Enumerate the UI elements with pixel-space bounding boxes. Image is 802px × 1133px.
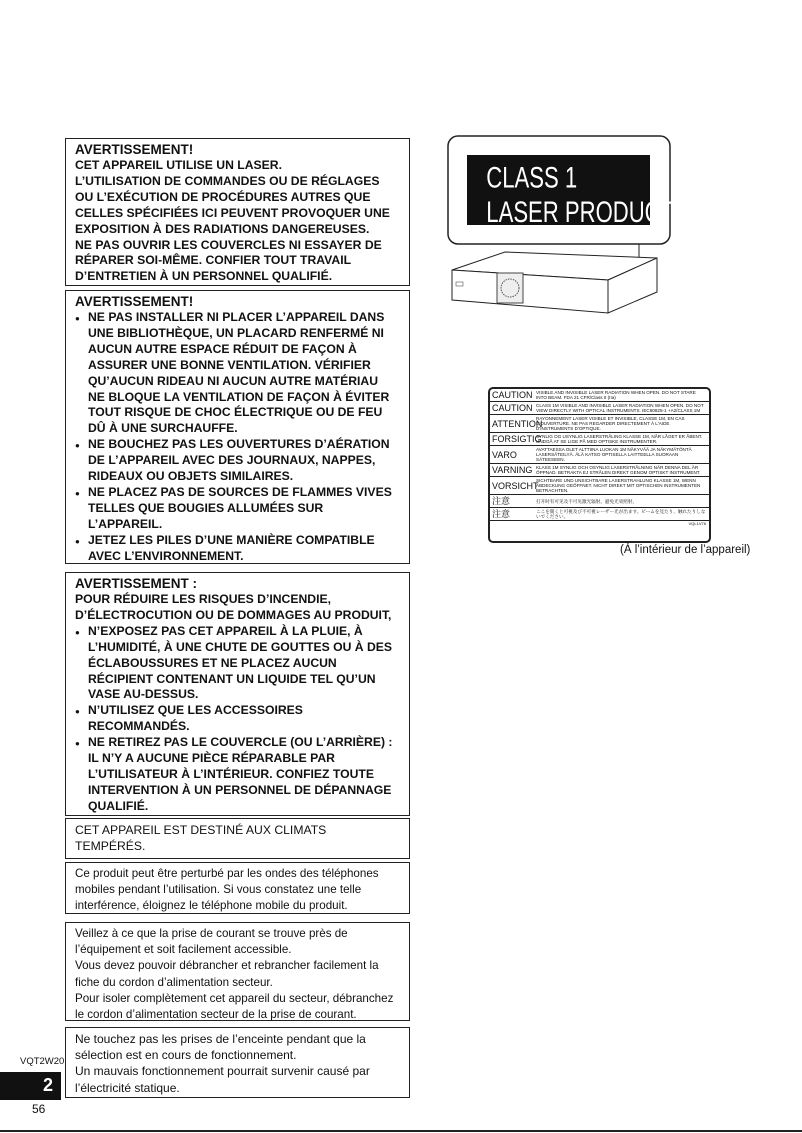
caution-label-row	[490, 508, 709, 521]
text-line: IL N’Y A AUCUNE PIÈCE RÉPARABLE PAR	[88, 751, 335, 766]
static-note-box	[65, 1027, 410, 1098]
text-line: TOUT RISQUE DE CHOC ÉLECTRIQUE OU DE FEU	[88, 405, 383, 420]
text-line: EXPOSITION À DES RADIATIONS DANGEREUSES.	[75, 221, 370, 236]
laser-caution-label	[488, 387, 711, 543]
text-line: D’ENTRETIEN À UN PERSONNEL QUALIFIÉ.	[75, 269, 333, 284]
caution-label-text: CLASS 1M VISIBLE AND INVISIBLE LASER RADIATION WHEN OPEN. DO NOT VIEW DIRECTLY WITH OPTICAL INSTRUMENTS. IEC60825-1 +A2/CLASS 1M	[536, 403, 704, 413]
text-line: CELLES SPÉCIFIÉES ICI PEUVENT PROVOQUER UNE	[75, 205, 390, 220]
warning-ventilation-box	[65, 290, 410, 564]
caution-label-code: VQL1V76	[688, 521, 706, 526]
caution-label-row	[490, 464, 709, 477]
caution-label-row	[490, 415, 709, 433]
caution-label-key: VARO	[492, 449, 517, 460]
text-line: Pour isoler complètement cet appareil du secteur, débranchez	[75, 991, 394, 1005]
text-line: RÉCIPIENT CONTENANT UN LIQUIDE TEL QU’UN	[88, 671, 376, 686]
bullet-item: ● N’EXPOSEZ PAS CET APPAREIL À LA PLUIE, À	[75, 624, 401, 640]
page-number: 56	[32, 1102, 46, 1116]
text-line: L’UTILISATION DE COMMANDES OU DE RÉGLAGES	[75, 173, 380, 188]
text-line: AUCUN AUTRE ESPACE RÉDUIT DE FAÇON À	[88, 341, 357, 356]
text-line: Ce produit peut être perturbé par les ondes des téléphones	[75, 867, 379, 880]
text-line: Vous devez pouvoir débrancher et rebrancher facilement la	[75, 959, 379, 973]
text-line: RECOMMANDÉS.	[88, 719, 190, 734]
caution-label-key: FORSIGTIG	[492, 434, 542, 444]
text-line: ÉCLABOUSSURES ET NE PLACEZ AUCUN	[88, 655, 337, 670]
caution-label-text: SYNLIG OG USYNLIG LASERSTRÅLING KLASSE 1M, NÅR LÅGET ER ÅBENT. UNDGÅ AT SE LIGE PÅ MED OPTISKE INSTRUMENTER.	[536, 434, 703, 444]
text-line: ASSURER UNE BONNE VENTILATION. VÉRIFIER	[88, 357, 371, 372]
caution-label-row	[490, 477, 709, 495]
climate-note-box	[65, 818, 410, 859]
text-line: L’HUMIDITÉ, À UNE CHUTE DE GOUTTES OU À DES	[88, 639, 393, 654]
power-outlet-note-box	[65, 922, 410, 1021]
text-line: TEMPÉRÉS.	[75, 839, 146, 854]
text-line: TELLES QUE BOUGIES ALLUMÉES SUR	[88, 500, 324, 515]
caution-label-row	[490, 446, 709, 464]
text-line: NE PAS OUVRIR LES COUVERCLES NI ESSAYER DE	[75, 237, 382, 252]
text-line: RIDEAUX OU OBJETS SIMILAIRES.	[88, 469, 294, 484]
caution-label-text: SICHTBARE UND UNSICHTBARE LASERSTRAHLUNG KLASSE 1M, WENN ABDECKUNG GEÖFFNET. NICHT DIREKT MIT OPTISCHEN INSTRUMENTEN BETRACHTEN.	[536, 478, 701, 493]
page-tab: 2	[0, 1072, 61, 1100]
text-line: L’UTILISATEUR À L’INTÉRIEUR. CONFIEZ TOUTE	[88, 766, 374, 781]
warning-laser-box	[65, 138, 410, 286]
caution-label-key: ATTENTION	[492, 418, 543, 429]
warning-text	[75, 158, 401, 285]
mobile-phone-note-box	[65, 862, 410, 914]
caution-label-text: ここを開くと可視及び不可視レーザー光が出ます。ビームを見たり、触れたりしないでください。	[536, 509, 706, 519]
caution-label-row	[490, 389, 709, 402]
caution-label-key: 注意	[492, 509, 511, 519]
warning-fire-box	[65, 572, 410, 816]
caution-label-text: 打开时有可见及不可见激光辐射。避免光束照射。	[536, 498, 638, 504]
class-label-line1: CLASS 1	[486, 160, 578, 195]
text-line: CET APPAREIL UTILISE UN LASER.	[75, 158, 282, 172]
caution-label-text: AVATTAESSA OLET ALTTIINA LUOKAN 1M NÄKYVÄÄ JA NÄKYMÄTÖNTÄ LASERSÄTEILYÄ. ÄLÄ KATSO OPTISELLA LAITTEELLA SUORAAN SÄTEESEEN.	[536, 447, 692, 462]
caution-label-text: VISIBLE AND INVISIBLE LASER RADIATION WHEN OPEN. DO NOT STARE INTO BEAM. FDA 21 CFR/Class II (IIa)	[536, 390, 696, 400]
text-line: POUR RÉDUIRE LES RISQUES D’INCENDIE,	[75, 592, 331, 606]
bullet-item: ● NE PLACEZ PAS DE SOURCES DE FLAMMES VIVES	[75, 485, 401, 501]
bottom-rule	[0, 1130, 802, 1132]
text-line: l’électricité statique.	[75, 1080, 180, 1095]
text-line: INTERVENTION À UN PERSONNEL DE DÉPANNAGE	[88, 782, 392, 797]
text-line: D’ÉLECTROCUTION OU DE DOMMAGES AU PRODUIT,	[75, 607, 392, 622]
caution-label-key: VORSICHT	[492, 480, 539, 491]
label-caption: (À l’intérieur de l’appareil)	[620, 544, 751, 556]
caution-label-text: KLASS 1M SYNLIG OCH OSYNLIG LASERSTRÅLNING NÄR DENNA DEL ÄR ÖPPNAD. BETRAKTA EJ STRÅLEN DIREKT GENOM OPTISKT INSTRUMENT.	[536, 465, 701, 475]
warning-title: AVERTISSEMENT!	[75, 294, 194, 309]
caution-label-key: CAUTION	[492, 403, 533, 413]
text-line: QUALIFIÉ.	[88, 798, 149, 813]
text-line: RÉPARER SOI-MÊME. CONFIER TOUT TRAVAIL	[75, 253, 352, 268]
caution-label-row	[490, 495, 709, 508]
bullet-item: ● N’UTILISEZ QUE LES ACCESSOIRES	[75, 703, 401, 719]
caution-label-text: RAYONNEMENT LASER VISIBLE ET INVISIBLE, CLASSE 1M, EN CAS D'OUVERTURE. NE PAS REGARDER DIRECTEMENT À L'AIDE D'INSTRUMENTS D'OPTIQUE.	[536, 416, 685, 431]
text-line: DE L’APPAREIL AVEC DES JOURNAUX, NAPPES,	[88, 453, 376, 468]
text-line: Ne touchez pas les prises de l’enceinte pendant que la	[75, 1032, 366, 1046]
bullet-item: ● NE PAS INSTALLER NI PLACER L’APPAREIL DANS	[75, 310, 401, 326]
text-line: DÛ À UNE SURCHAUFFE.	[88, 421, 238, 436]
caution-label-key: VARNING	[492, 465, 533, 475]
warning-title: AVERTISSEMENT!	[75, 142, 194, 157]
text-line: VASE AU-DESSUS.	[88, 687, 199, 702]
caution-label-key: CAUTION	[492, 390, 533, 400]
text-line: mobiles pendant l’utilisation. Si vous constatez une telle	[75, 883, 362, 897]
bullet-item: ● NE RETIREZ PAS LE COUVERCLE (OU L’ARRIÈRE) :	[75, 735, 401, 751]
text-line: fiche du cordon d’alimentation secteur.	[75, 975, 273, 989]
text-line: UNE BIBLIOTHÈQUE, UN PLACARD RENFERMÉ NI	[88, 325, 384, 340]
text-line: sélection est en cours de fonctionnement.	[75, 1048, 297, 1063]
text-line: interférence, éloignez le téléphone mobile du produit.	[75, 899, 348, 913]
text-line: Un mauvais fonctionnement pourrait survenir causé par	[75, 1064, 370, 1079]
text-line: NE BLOQUE LA VENTILATION DE FAÇON À ÉVITER	[88, 389, 390, 404]
text-line: Veillez à ce que la prise de courant se trouve près de	[75, 927, 348, 940]
caution-label-key: 注意	[492, 496, 511, 506]
bullet-item: ● JETEZ LES PILES D’UNE MANIÈRE COMPATIBLE	[75, 533, 401, 549]
text-line: QU’AUCUN RIDEAU NI AUCUN AUTRE MATÉRIAU	[88, 373, 379, 388]
text-line: CET APPAREIL EST DESTINÉ AUX CLIMATS	[75, 823, 327, 837]
text-line: OU L’EXÉCUTION DE PROCÉDURES AUTRES QUE	[75, 189, 371, 204]
caution-label-row	[490, 402, 709, 415]
text-line: le cordon d’alimentation secteur de la prise de courant.	[75, 1008, 357, 1022]
warning-bullets	[75, 310, 401, 565]
text-line: L’APPAREIL.	[88, 516, 163, 531]
warning-bullets	[75, 592, 401, 815]
model-code: VQT2W20	[20, 1056, 65, 1067]
bullet-item: ● NE BOUCHEZ PAS LES OUVERTURES D’AÉRATION	[75, 437, 401, 453]
laser-product-illustration	[420, 130, 680, 330]
text-line: l’équipement et soit facilement accessible.	[75, 943, 292, 957]
text-line: AVEC L’ENVIRONNEMENT.	[88, 548, 244, 563]
class-label-line2: LASER PRODUCT	[486, 194, 675, 229]
caution-label-row	[490, 433, 709, 446]
warning-title: AVERTISSEMENT :	[75, 576, 198, 591]
